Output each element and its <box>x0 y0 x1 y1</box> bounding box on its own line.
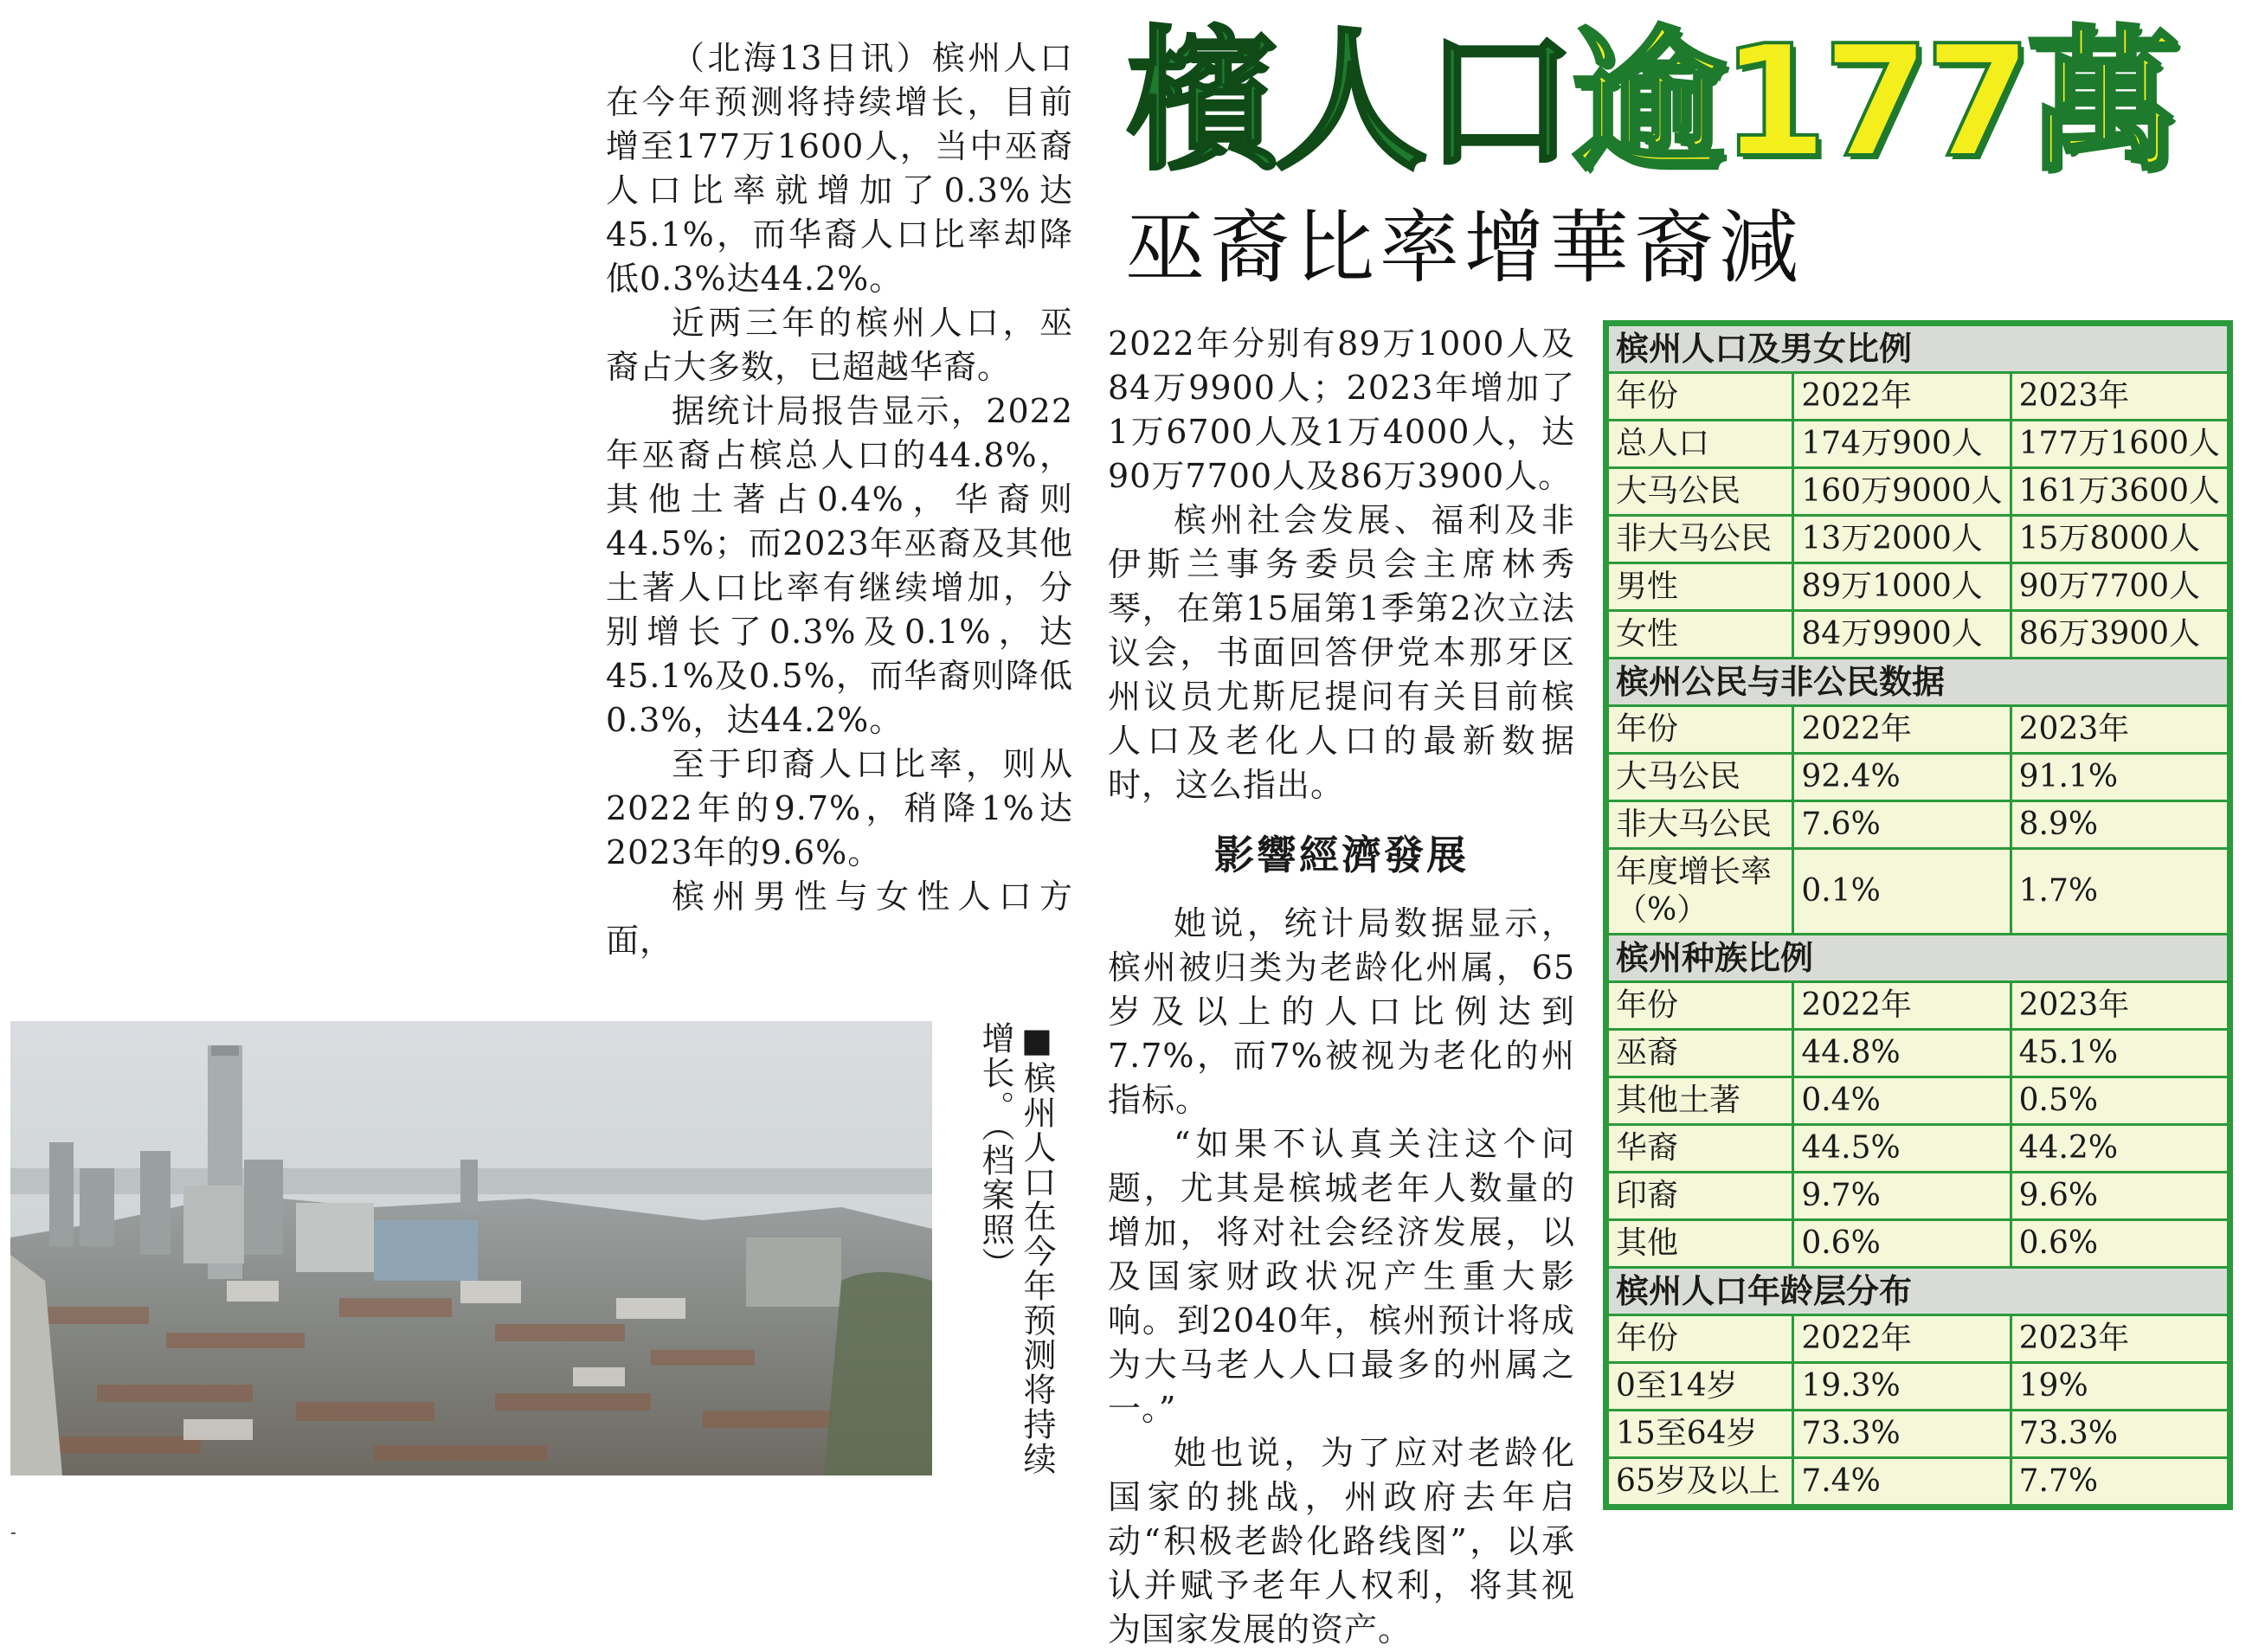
table-cell: 1.7% <box>2011 849 2228 935</box>
table-row <box>1608 563 2229 611</box>
table-cell: 2023年 <box>2011 706 2228 754</box>
table-cell: 0.5% <box>2011 1077 2228 1125</box>
table-row <box>1608 982 2229 1030</box>
paragraph: 近两三年的槟州人口，巫裔占大多数，已超越华裔。 <box>606 304 1073 386</box>
paragraph: 槟州社会发展、福利及非伊斯兰事务委员会主席林秀琴，在第15届第1季第2次立法议会，书面回答伊党本那牙区州议员尤斯尼提问有关目前槟人口及老化人口的最新数据时，这么指出。 <box>1108 501 1575 804</box>
table-section-header <box>1608 1268 2229 1315</box>
table-cell: 19% <box>2011 1363 2228 1411</box>
table-row <box>1608 468 2229 516</box>
paragraph: 她说，统计局数据显示，槟州被归类为老龄化州属，65岁及以上的人口比例达到7.7%，而7%被视为老化的州指标。 <box>1108 904 1575 1119</box>
table-row <box>1608 516 2229 563</box>
table-cell: 2022年 <box>1793 373 2011 421</box>
photo-caption: ■槟州人口在今年预测将持续增长。（档案照） <box>976 1021 1056 1476</box>
table-cell: 非大马公民 <box>1608 801 1793 849</box>
table-row <box>1608 1173 2229 1220</box>
table-section-title: 槟州人口年龄层分布 <box>1608 1268 2229 1315</box>
headline-part1: 檳人口 <box>1125 12 1572 191</box>
city-skyline-photo <box>10 1021 932 1475</box>
table-cell: 2023年 <box>2011 982 2228 1030</box>
table-row <box>1608 1125 2229 1173</box>
table-section-title: 槟州人口及男女比例 <box>1608 325 2229 373</box>
table-cell: 0.6% <box>2011 1220 2228 1268</box>
table-section-header <box>1608 935 2229 982</box>
headline <box>1125 12 2242 191</box>
table-cell: 8.9% <box>2011 801 2228 849</box>
table-cell: 44.2% <box>2011 1125 2228 1173</box>
paragraph: 据统计局报告显示，2022年巫裔占槟总人口的44.8%，其他土著占0.4%，华裔则44.5%；而2023年巫裔及其他土著人口比率有继续增加，分别增长了0.3%及0.1%，达45.1%及0.5%，而华裔则降低0.3%，达44.2%。 <box>606 392 1073 739</box>
table-cell: 女性 <box>1608 611 1793 659</box>
table-cell: 2022年 <box>1793 706 2011 754</box>
table-cell: 44.8% <box>1793 1030 2011 1077</box>
table-row <box>1608 421 2229 468</box>
table-cell: 86万3900人 <box>2011 611 2228 659</box>
table-row <box>1608 754 2229 801</box>
table-cell: 13万2000人 <box>1793 516 2011 563</box>
table-cell: 年份 <box>1608 982 1793 1030</box>
paragraph: 2022年分别有89万1000人及84万9900人；2023年增加了1万6700人及1万4000人，达90万7700人及86万3900人。 <box>1108 325 1575 495</box>
table-row <box>1608 1220 2229 1268</box>
table-cell: 90万7700人 <box>2011 563 2228 611</box>
table-cell: 0.4% <box>1793 1077 2011 1125</box>
table-cell: 9.7% <box>1793 1173 2011 1220</box>
table-cell: 男性 <box>1608 563 1793 611</box>
table-cell: 印裔 <box>1608 1173 1793 1220</box>
table-row <box>1608 1458 2229 1506</box>
subtitle: 巫裔比率增華裔減 <box>1125 202 1805 294</box>
table-cell: 年度增长率（%） <box>1608 849 1793 935</box>
table-row <box>1608 1077 2229 1125</box>
table-cell: 大马公民 <box>1608 754 1793 801</box>
table-row <box>1608 706 2229 754</box>
table-cell: 91.1% <box>2011 754 2228 801</box>
table-cell: 7.4% <box>1793 1458 2011 1506</box>
table-cell: 其他土著 <box>1608 1077 1793 1125</box>
table-cell: 15万8000人 <box>2011 516 2228 563</box>
table-cell: 年份 <box>1608 1315 1793 1363</box>
table-row <box>1608 611 2229 659</box>
table-cell: 174万900人 <box>1793 421 2011 468</box>
paragraph: （北海13日讯）槟州人口在今年预测将持续增长，目前增至177万1600人，当中巫裔人口比率就增加了0.3%达45.1%，而华裔人口比率却降低0.3%达44.2%。 <box>606 39 1073 298</box>
table-cell: 15至64岁 <box>1608 1411 1793 1458</box>
table-cell: 华裔 <box>1608 1125 1793 1173</box>
table-cell: 7.7% <box>2011 1458 2228 1506</box>
table-cell: 177万1600人 <box>2011 421 2228 468</box>
table-cell: 9.6% <box>2011 1173 2228 1220</box>
statistics-table <box>1603 320 2233 1510</box>
table-cell: 0.6% <box>1793 1220 2011 1268</box>
table-section-header <box>1608 659 2229 706</box>
table-cell: 89万1000人 <box>1793 563 2011 611</box>
table-row <box>1608 1030 2229 1077</box>
table-cell: 2022年 <box>1793 982 2011 1030</box>
table-row <box>1608 849 2229 935</box>
table-section-header <box>1608 325 2229 373</box>
table-row <box>1608 1411 2229 1458</box>
table-cell: 0至14岁 <box>1608 1363 1793 1411</box>
table-cell: 2022年 <box>1793 1315 2011 1363</box>
table-cell: 19.3% <box>1793 1363 2011 1411</box>
paragraph: 槟州男性与女性人口方面， <box>606 877 1073 960</box>
paragraph: 她也说，为了应对老龄化国家的挑战，州政府去年启动“积极老龄化路线图”，以承认并赋予老年人权利，将其视为国家发展的资产。 <box>1108 1434 1575 1649</box>
table-cell: 年份 <box>1608 706 1793 754</box>
table-cell: 45.1% <box>2011 1030 2228 1077</box>
table-row <box>1608 373 2229 421</box>
article-column-2 <box>1108 322 1575 1652</box>
table-cell: 2023年 <box>2011 373 2228 421</box>
paragraph: 至于印裔人口比率，则从2022年的9.7%，稍降1%达2023年的9.6%。 <box>606 745 1073 871</box>
table-cell: 65岁及以上 <box>1608 1458 1793 1506</box>
table-cell: 84万9900人 <box>1793 611 2011 659</box>
table-cell: 年份 <box>1608 373 1793 421</box>
table-cell: 非大马公民 <box>1608 516 1793 563</box>
table-cell: 巫裔 <box>1608 1030 1793 1077</box>
table-cell: 2023年 <box>2011 1315 2228 1363</box>
table-row <box>1608 1315 2229 1363</box>
table-section-title: 槟州种族比例 <box>1608 935 2229 982</box>
table-cell: 161万3600人 <box>2011 468 2228 516</box>
table-cell: 73.3% <box>1793 1411 2011 1458</box>
headline-part2: 逾177萬 <box>1572 12 2176 191</box>
table-cell: 大马公民 <box>1608 468 1793 516</box>
article-column-1 <box>606 36 1073 963</box>
page-mark: - <box>10 1521 16 1542</box>
table-cell: 92.4% <box>1793 754 2011 801</box>
table-row <box>1608 801 2229 849</box>
table-row <box>1608 1363 2229 1411</box>
table-cell: 7.6% <box>1793 801 2011 849</box>
table-cell: 0.1% <box>1793 849 2011 935</box>
table-cell: 73.3% <box>2011 1411 2228 1458</box>
table-cell: 160万9000人 <box>1793 468 2011 516</box>
paragraph: “如果不认真关注这个问题，尤其是槟城老年人数量的增加，将对社会经济发展，以及国家财政状况产生重大影响。到2040年，槟州预计将成为大马老人人口最多的州属之一。” <box>1108 1125 1575 1428</box>
section-subhead: 影響經濟發展 <box>1214 832 1469 878</box>
table-cell: 其他 <box>1608 1220 1793 1268</box>
table-cell: 总人口 <box>1608 421 1793 468</box>
table-section-title: 槟州公民与非公民数据 <box>1608 659 2229 706</box>
table-cell: 44.5% <box>1793 1125 2011 1173</box>
